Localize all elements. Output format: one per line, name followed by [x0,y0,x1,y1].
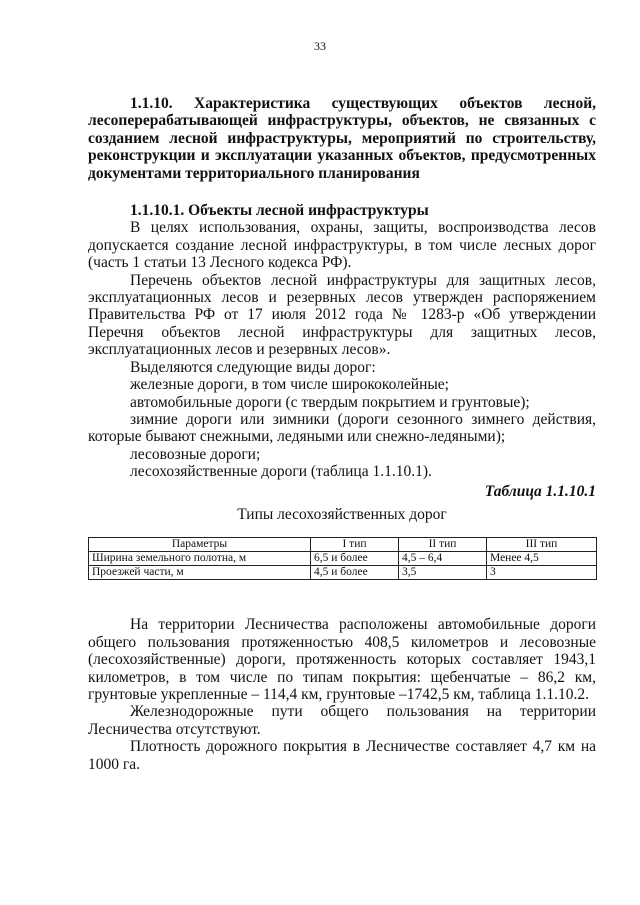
road-type-item: лесохозяйственные дороги (таблица 1.1.10.1). [130,463,432,481]
paragraph: Выделяются следующие виды дорог: [130,358,376,376]
table-cell: 3 [487,566,597,580]
table-cell: 4,5 – 6,4 [399,552,487,566]
paragraph: Плотность дорожного покрытия в Лесничестве составляет 4,7 км на 1000 га. [88,738,596,773]
table-cell: Менее 4,5 [487,552,597,566]
subsection-title: 1.1.10.1. Объекты лесной инфраструктуры [130,202,429,220]
table-row [89,552,597,566]
table-header-cell: I тип [311,538,399,552]
table-header-cell: III тип [487,538,597,552]
paragraph: В целях использования, охраны, защиты, воспроизводства лесов допускается создание лесной инфраструктуры, в том числе лесных дорог (часть 1 статьи 13 Лесного кодекса РФ). [88,219,596,272]
table-caption: Таблица 1.1.10.1 [484,482,596,500]
document-body [88,95,596,773]
paragraph: Перечень объектов лесной инфраструктуры для защитных лесов, эксплуатационных лесов и резервных лесов утвержден распоряжением Правительства РФ от 17 июля 2012 года № 1283-р «Об утверждении Перечня объектов лесной инфраструктуры для защитных лесов, эксплуатационных лесов и резервных лесов». [88,271,596,359]
section-title: 1.1.10. Характеристика существующих объектов лесной, лесоперерабатывающей инфраструктуры, объектов, не связанных с созданием лесной инфраструктуры, мероприятий по строительству, реконструкции и эксплуатации указанных объектов, предусмотренных документами территориального планирования [88,95,596,182]
paragraph: Железнодорожные пути общего пользования на территории Лесничества отсутствуют. [88,703,596,738]
table-cell: Ширина земельного полотна, м [89,552,311,566]
road-types-table [88,537,597,580]
road-type-item: зимние дороги или зимники (дороги сезонного зимнего действия, которые бывают снежными, ледяными или снежно-ледяными); [88,410,596,446]
table-cell: 3,5 [399,566,487,580]
road-type-item: лесовозные дороги; [130,445,261,463]
table-cell: 4,5 и более [311,566,399,580]
page-number: 33 [314,39,326,53]
road-type-item: железные дороги, в том числе ширококолейные; [130,376,449,394]
table-cell: 6,5 и более [311,552,399,566]
table-header-cell: Параметры [89,538,311,552]
table-header-cell: II тип [399,538,487,552]
table-row [89,566,597,580]
table-cell: Проезжей части, м [89,566,311,580]
table-header-row [89,538,597,552]
paragraph: На территории Лесничества расположены автомобильные дороги общего пользования протяженностью 408,5 километров и лесовозные (лесохозяйственные) дороги, протяженность которых составляет 1943,1 километров, в том числе по типам покрытия: щебенчатые – 86,2 км, грунтовые укрепленные – 114,4 км, грунтовые –1742,5 км, таблица 1.1.10.2. [88,616,596,703]
road-type-item: автомобильные дороги (с твердым покрытием и грунтовые); [130,393,530,411]
table-title: Типы лесохозяйственных дорог [237,505,447,523]
